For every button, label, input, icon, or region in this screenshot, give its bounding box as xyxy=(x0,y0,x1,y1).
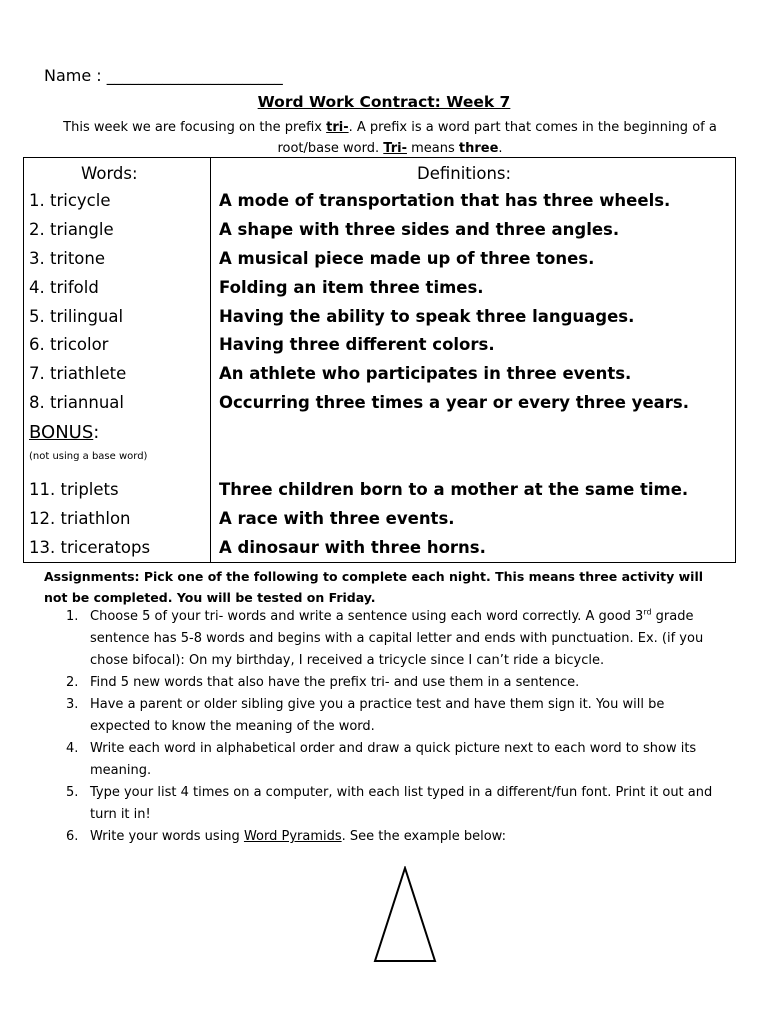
list-item xyxy=(66,738,726,782)
item-text: Type your list 4 times on a computer, with each list typed in a different/fun font. Print it out and turn it in! xyxy=(90,785,713,822)
item-text: Choose 5 of your tri- words and write a sentence using each word correctly. A good 3 xyxy=(90,609,644,624)
list-item xyxy=(66,694,726,738)
definition-cell: Folding an item three times. xyxy=(219,278,484,297)
definition-cell: A dinosaur with three horns. xyxy=(219,538,486,557)
item-number: 5. xyxy=(66,785,79,800)
word-cell: 2. triangle xyxy=(29,220,114,239)
ordinal-suffix: rd xyxy=(643,607,652,617)
prefix-term-cap: Tri- xyxy=(383,141,407,156)
definition-cell: An athlete who participates in three events. xyxy=(219,364,632,383)
name-blank: ______________________ xyxy=(106,66,283,85)
definition-cell: Three children born to a mother at the same time. xyxy=(219,480,689,499)
prefix-term: tri- xyxy=(326,120,349,135)
page-title: Word Work Contract: Week 7 xyxy=(257,93,511,111)
word-cell: 7. triathlete xyxy=(29,364,127,383)
name-field-line xyxy=(44,66,283,85)
word-cell: 13. triceratops xyxy=(29,538,151,557)
word-cell: 1. tricycle xyxy=(29,191,111,210)
table-row xyxy=(24,278,735,307)
list-item xyxy=(66,672,726,694)
table-row xyxy=(24,307,735,336)
definition-cell: A shape with three sides and three angles. xyxy=(219,220,620,239)
word-definition-table xyxy=(23,157,736,563)
word-cell: 8. triannual xyxy=(29,393,125,412)
definition-cell: Occurring three times a year or every three years. xyxy=(219,393,689,412)
prefix-meaning: three xyxy=(458,141,499,156)
word-cell: 5. trilingual xyxy=(29,307,124,326)
list-item xyxy=(66,826,726,848)
definition-cell: A mode of transportation that has three wheels. xyxy=(219,191,671,210)
intro-part-2: . A prefix is a word part that comes in the beginning of a root/base word. xyxy=(277,120,717,156)
definition-cell: Having the ability to speak three languages. xyxy=(219,307,635,326)
item-text: Write your words using xyxy=(90,829,244,844)
word-cell: 4. trifold xyxy=(29,278,99,297)
pyramid-triangle-icon xyxy=(372,866,438,964)
definition-cell: A musical piece made up of three tones. xyxy=(219,249,595,268)
list-item xyxy=(66,782,726,826)
item-text: Find 5 new words that also have the prefix tri- and use them in a sentence. xyxy=(90,675,580,690)
definition-cell: A race with three events. xyxy=(219,509,455,528)
bonus-heading xyxy=(29,422,99,443)
word-cell: 11. triplets xyxy=(29,480,119,499)
table-row xyxy=(24,480,735,509)
item-text-cont: . See the example below: xyxy=(341,829,506,844)
item-number: 2. xyxy=(66,675,79,690)
table-row xyxy=(24,538,735,567)
table-row xyxy=(24,191,735,220)
definitions-header: Definitions: xyxy=(417,164,512,183)
item-text: Write each word in alphabetical order and draw a quick picture next to each word to show its meaning. xyxy=(90,741,697,778)
word-cell: 6. tricolor xyxy=(29,335,109,354)
table-row xyxy=(24,249,735,278)
table-row xyxy=(24,509,735,538)
bonus-label: BONUS xyxy=(29,422,94,443)
intro-part-4: . xyxy=(498,141,503,156)
item-number: 1. xyxy=(66,609,79,624)
word-cell: 3. tritone xyxy=(29,249,105,268)
word-pyramids-term: Word Pyramids xyxy=(243,829,342,844)
table-row xyxy=(24,393,735,422)
name-label: Name : xyxy=(44,66,102,85)
table-row xyxy=(24,220,735,249)
item-number: 3. xyxy=(66,697,79,712)
assignments-heading: Assignments: Pick one of the following to complete each night. This means three activity will not be completed. You will be tested on Friday. xyxy=(44,569,704,605)
word-cell: 12. triathlon xyxy=(29,509,131,528)
table-row xyxy=(24,335,735,364)
list-item xyxy=(66,606,726,672)
table-row xyxy=(24,364,735,393)
bonus-note: (not using a base word) xyxy=(29,451,148,462)
intro-text xyxy=(60,117,720,159)
intro-part-1: This week we are focusing on the prefix xyxy=(63,120,327,135)
words-header: Words: xyxy=(81,164,138,183)
definition-cell: Having three different colors. xyxy=(219,335,495,354)
intro-part-3: means xyxy=(406,141,459,156)
assignments-list xyxy=(66,606,726,848)
item-number: 6. xyxy=(66,829,79,844)
item-text: Have a parent or older sibling give you a practice test and have them sign it. You will be expected to know the meaning of the word. xyxy=(90,697,665,734)
item-text-cont: grade sentence has 5-8 words and begins with a capital letter and ends with punctuation. Ex. (if you chose bifocal): On my birthday, I received a tricycle since I can’t ride a bicycle. xyxy=(90,609,704,668)
bonus-colon: : xyxy=(93,422,100,443)
item-number: 4. xyxy=(66,741,79,756)
